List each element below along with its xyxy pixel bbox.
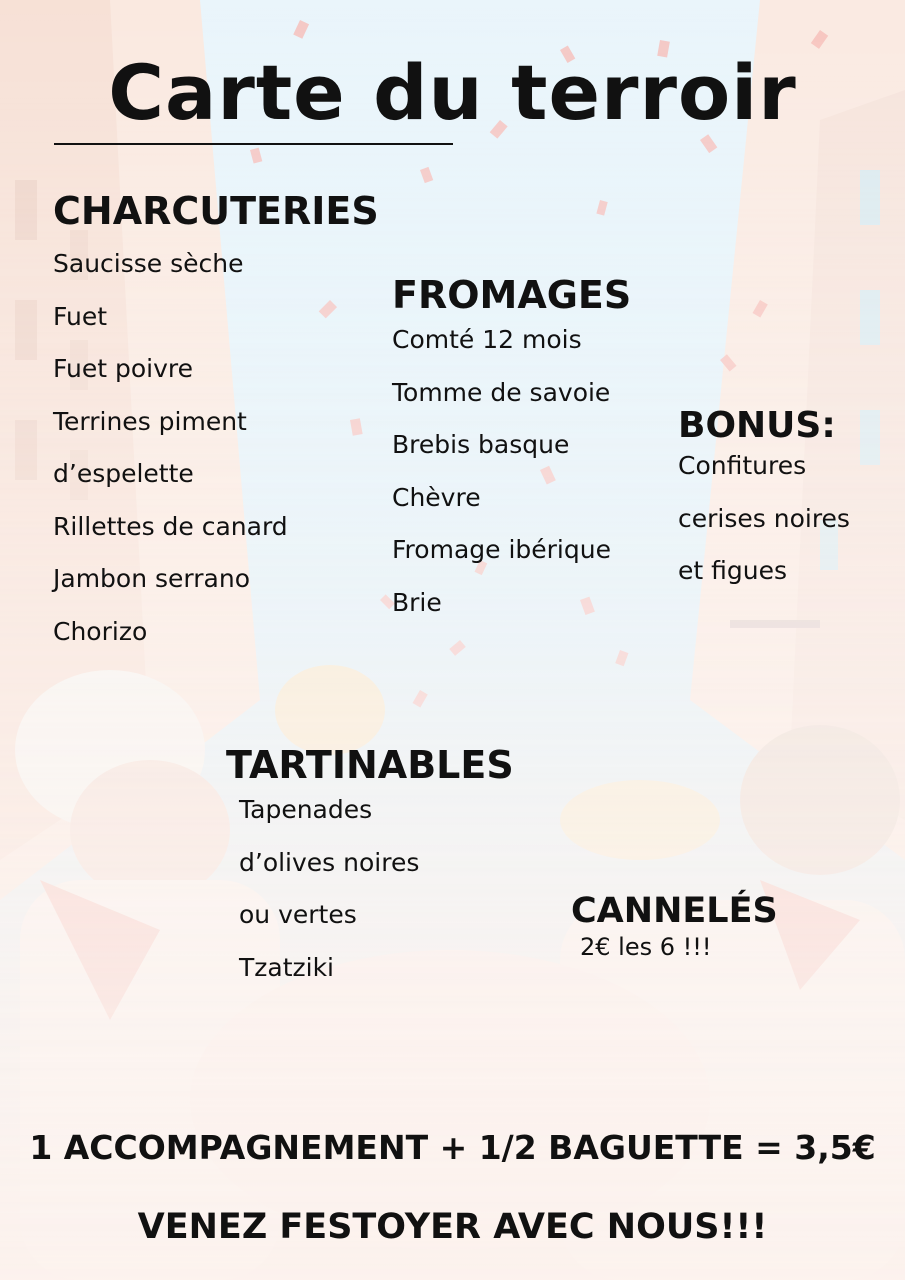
list-item: Jambon serrano bbox=[53, 564, 250, 593]
list-item: Chèvre bbox=[392, 482, 481, 512]
list-item: Brie bbox=[392, 587, 442, 617]
list-item: Chorizo bbox=[53, 616, 148, 646]
canneles-heading: CANNELÉS bbox=[571, 891, 778, 931]
list-item: Tapenades bbox=[239, 795, 373, 824]
list-item: Fuet poivre bbox=[53, 354, 194, 383]
tartinables-heading: TARTINABLES bbox=[226, 743, 514, 787]
list-item: cerises noires bbox=[678, 503, 850, 533]
list-item: Saucisse sèche bbox=[53, 249, 244, 278]
fromages-heading: FROMAGES bbox=[392, 273, 632, 317]
list-item: Tomme de savoie bbox=[392, 377, 611, 407]
fromages-list bbox=[392, 314, 611, 629]
tartinables-list bbox=[239, 784, 419, 994]
bonus-list bbox=[678, 440, 850, 598]
bonus-heading: BONUS: bbox=[678, 405, 836, 446]
list-item: Brebis basque bbox=[392, 430, 570, 459]
list-item: Terrines piment bbox=[53, 406, 247, 436]
list-item: Fuet bbox=[53, 301, 108, 331]
list-item: Confitures bbox=[678, 451, 807, 480]
list-item: d’espelette bbox=[53, 459, 194, 488]
list-item: et figues bbox=[678, 556, 787, 585]
offer-banner: 1 ACCOMPAGNEMENT + 1/2 BAGUETTE = 3,5€ bbox=[29, 1128, 876, 1167]
slogan-banner: VENEZ FESTOYER AVEC NOUS!!! bbox=[137, 1207, 768, 1247]
list-item: Comté 12 mois bbox=[392, 325, 582, 354]
list-item: ou vertes bbox=[239, 900, 357, 929]
list-item: Rillettes de canard bbox=[53, 511, 288, 541]
list-item: Tzatziki bbox=[239, 952, 335, 982]
charcuteries-heading: CHARCUTERIES bbox=[53, 189, 379, 233]
charcuteries-list bbox=[53, 238, 288, 658]
page-title: Carte du terroir bbox=[108, 48, 797, 137]
canneles-price: 2€ les 6 !!! bbox=[580, 933, 712, 961]
list-item: Fromage ibérique bbox=[392, 535, 611, 564]
list-item: d’olives noires bbox=[239, 847, 420, 877]
title-underline bbox=[54, 143, 453, 145]
